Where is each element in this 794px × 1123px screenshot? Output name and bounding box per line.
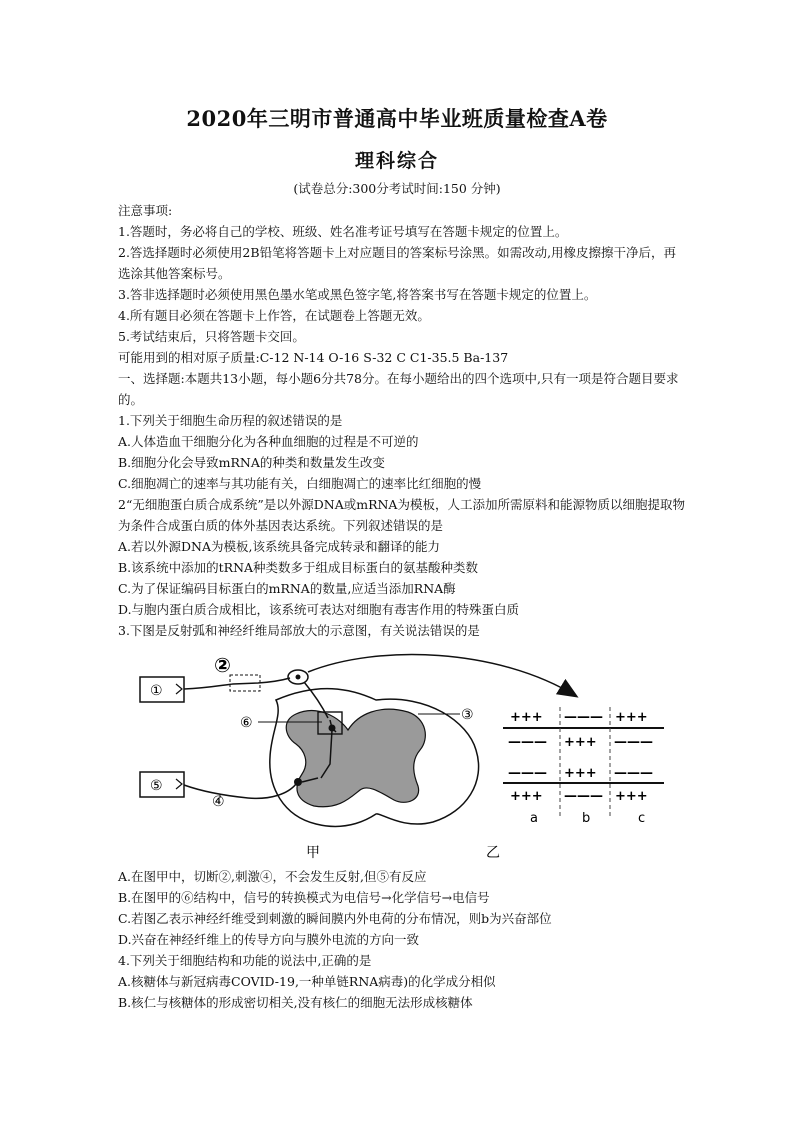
question-option: B.该系统中添加的tRNA种类数多于组成目标蛋白的氨基酸种类数 bbox=[118, 560, 479, 575]
charge-label: +++ bbox=[615, 789, 648, 804]
question-option: D.与胞内蛋白质合成相比，该系统可表达对细胞有毒害作用的特殊蛋白质 bbox=[118, 602, 520, 617]
question-option: A.若以外源DNA为模板,该系统具备完成转录和翻译的能力 bbox=[118, 539, 440, 554]
exam-time-info: (试卷总分:300分考试时间:150 分钟) bbox=[293, 181, 501, 196]
caption-left: 甲 bbox=[306, 845, 320, 861]
question-option: C.细胞凋亡的速率与其功能有关，白细胞凋亡的速率比红细胞的慢 bbox=[118, 476, 482, 491]
question-stem: 4.下列关于细胞结构和功能的说法中,正确的是 bbox=[118, 953, 372, 968]
label-4: ④ bbox=[212, 794, 225, 810]
question-stem: 3.下图是反射弧和神经纤维局部放大的示意图，有关说法错误的是 bbox=[118, 623, 480, 638]
note-item: 1.答题时，务必将自己的学校、班级、姓名准考证号填写在答题卡规定的位置上。 bbox=[118, 224, 568, 239]
section-intro: 一、选择题:本题共13小题，每小题6分共78分。在每小题给出的四个选项中,只有一项是符合题目要求的。 bbox=[118, 371, 679, 407]
zone-label-c: c bbox=[638, 811, 646, 826]
magnify-arrow bbox=[308, 655, 576, 696]
note-item: 3.答非选择题时必须使用黑色墨水笔或黑色签字笔,将答案书写在答题卡规定的位置上。 bbox=[118, 287, 597, 302]
exam-body-upper bbox=[118, 200, 688, 641]
grey-matter bbox=[286, 709, 425, 807]
reflex-arc-figure bbox=[118, 652, 678, 864]
nerve-fiber-diagram bbox=[486, 707, 664, 861]
question-option: A.核糖体与新冠病毒COVID-19,一种单链RNA病毒)的化学成分相似 bbox=[118, 974, 496, 989]
afferent-nerve bbox=[184, 678, 290, 689]
question-stem: 2“无细胞蛋白质合成系统”是以外源DNA或mRNA为模板，人工添加所需原料和能源物质以细胞提取物为条件合成蛋白质的体外基因表达系统。下列叙述错误的是 bbox=[118, 497, 685, 533]
label-2: ② bbox=[214, 653, 231, 677]
question-option: B.核仁与核糖体的形成密切相关,没有核仁的细胞无法形成核糖体 bbox=[118, 995, 473, 1010]
charge-label: +++ bbox=[564, 766, 597, 781]
label-3: ③ bbox=[461, 707, 474, 723]
label-6: ⑥ bbox=[240, 715, 253, 731]
charge-label: ——— bbox=[564, 789, 603, 804]
note-item: 2.答选择题时必须使用2B铅笔将答题卡上对应题目的答案标号涂黑。如需改动,用橡皮擦擦干净后，再选涂其他答案标号。 bbox=[118, 245, 677, 281]
charge-label: ——— bbox=[614, 766, 653, 781]
zone-label-b: b bbox=[582, 811, 591, 826]
note-item: 5.考试结束后，只将答题卡交回。 bbox=[118, 329, 305, 344]
exam-body-lower bbox=[118, 866, 688, 1013]
question-option: D.兴奋在神经纤维上的传导方向与膜外电流的方向一致 bbox=[118, 932, 420, 947]
zone-label-a: a bbox=[530, 811, 538, 826]
charge-label: +++ bbox=[615, 710, 648, 725]
question-option: B.细胞分化会导致mRNA的种类和数量发生改变 bbox=[118, 455, 385, 470]
charge-label: +++ bbox=[564, 735, 597, 750]
question-option: A.在图甲中，切断②,刺激④，不会发生反射,但⑤有反应 bbox=[118, 869, 427, 884]
notes-heading: 注意事项: bbox=[118, 203, 173, 218]
charge-label: +++ bbox=[510, 710, 543, 725]
reflex-arc-diagram bbox=[140, 653, 479, 861]
charge-label: ——— bbox=[508, 766, 547, 781]
question-stem: 1.下列关于细胞生命历程的叙述错误的是 bbox=[118, 413, 343, 428]
question-option: B.在图甲的⑥结构中，信号的转换模式为电信号→化学信号→电信号 bbox=[118, 890, 490, 905]
question-option: A.人体造血干细胞分化为各种血细胞的过程是不可逆的 bbox=[118, 434, 419, 449]
charge-label: ——— bbox=[614, 735, 653, 750]
exam-title: 2020年三明市普通高中毕业班质量检查A卷 bbox=[186, 106, 608, 131]
caption-right: 乙 bbox=[486, 845, 500, 861]
label-1: ① bbox=[150, 683, 163, 699]
charge-label: ——— bbox=[508, 735, 547, 750]
charge-label: ——— bbox=[564, 710, 603, 725]
question-option: C.为了保证编码目标蛋白的mRNA的数量,应适当添加RNA酶 bbox=[118, 581, 456, 596]
label-5: ⑤ bbox=[150, 778, 163, 794]
atomic-masses: 可能用到的相对原子质量:C-12 N-14 O-16 S-32 C C1-35.5 Ba-137 bbox=[118, 350, 509, 365]
note-item: 4.所有题目必须在答题卡上作答，在试题卷上答题无效。 bbox=[118, 308, 430, 323]
exam-subject: 理科综合 bbox=[354, 150, 439, 172]
question-option: C.若图乙表示神经纤维受到刺激的瞬间膜内外电荷的分布情况，则b为兴奋部位 bbox=[118, 911, 552, 926]
charge-label: +++ bbox=[510, 789, 543, 804]
